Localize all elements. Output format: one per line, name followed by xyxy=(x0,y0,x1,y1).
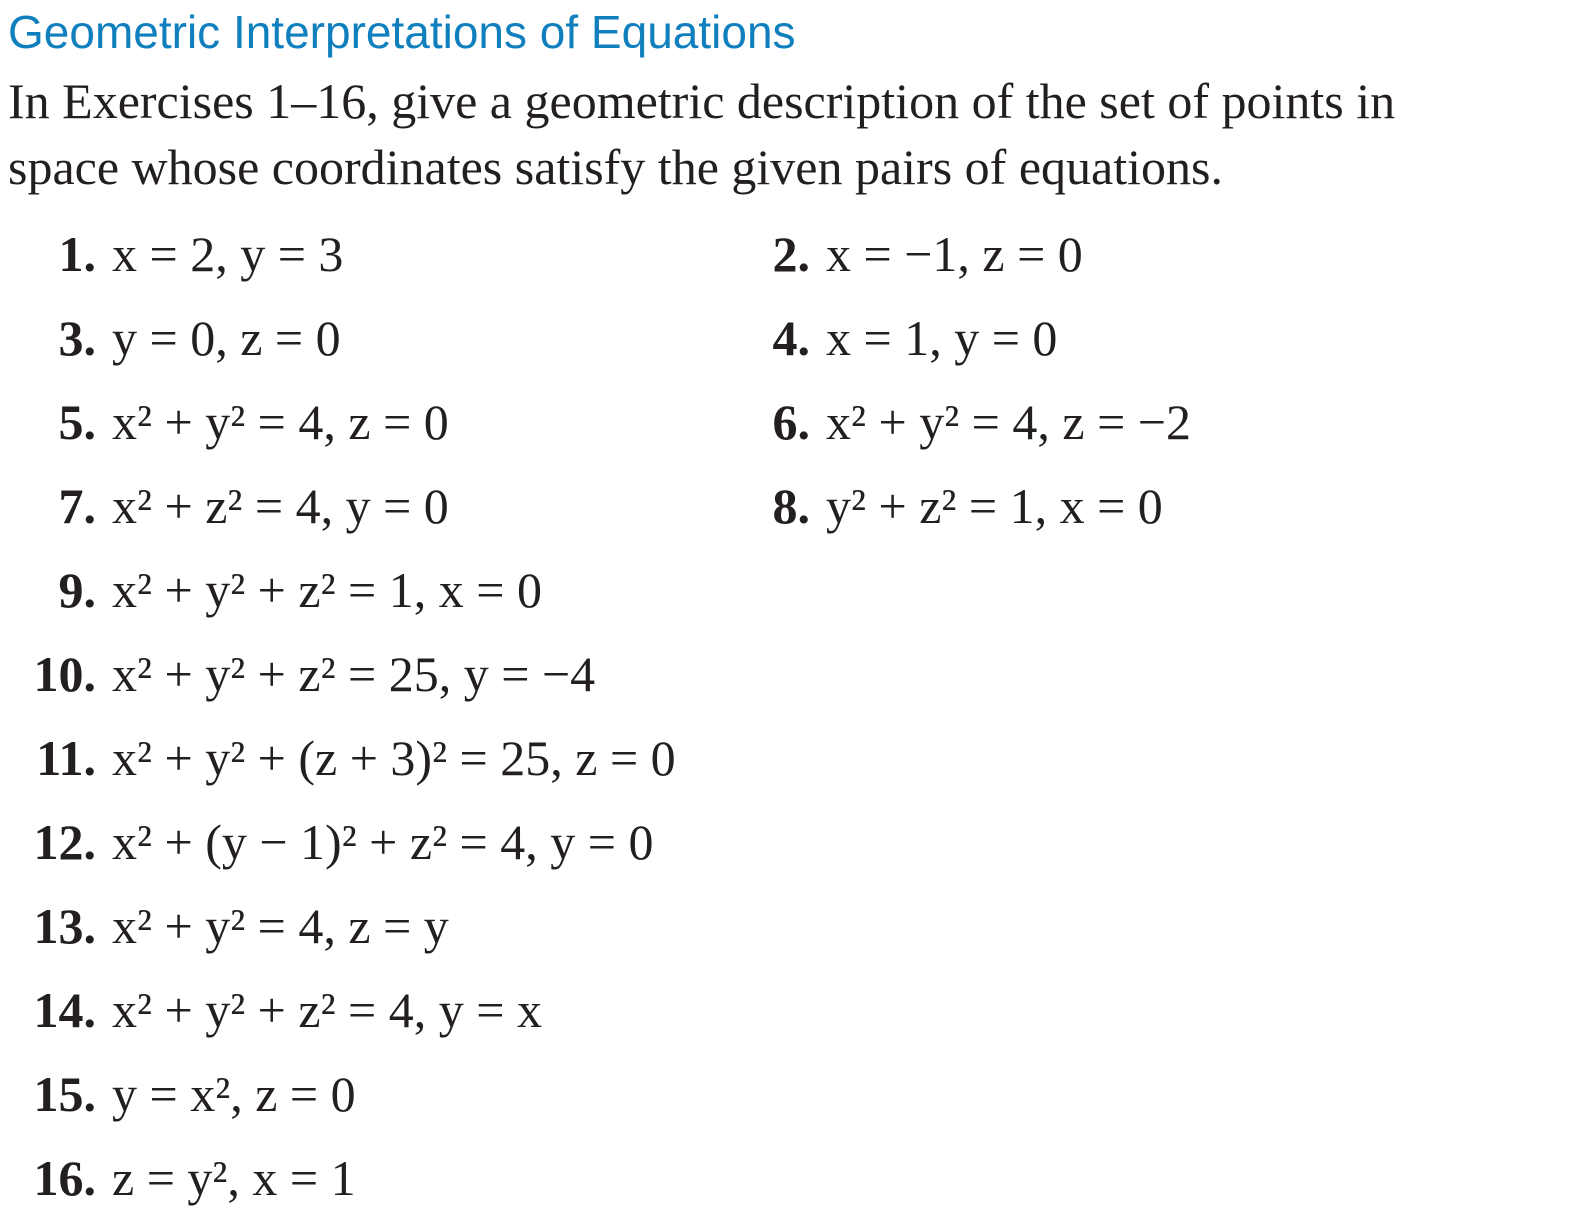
exercise-11 xyxy=(8,728,676,788)
exercise-1 xyxy=(8,224,343,284)
exercise-equation: x² + (y − 1)² + z² = 4, y = 0 xyxy=(112,814,654,870)
exercise-13 xyxy=(8,896,449,956)
exercise-number: 2. xyxy=(772,226,810,282)
exercise-equation: x² + y² + (z + 3)² = 25, z = 0 xyxy=(112,730,676,786)
exercise-equation: x² + y² = 4, z = y xyxy=(112,898,449,954)
exercise-equation: x² + y² + z² = 4, y = x xyxy=(112,982,542,1038)
exercise-equation: y² + z² = 1, x = 0 xyxy=(826,478,1163,534)
exercise-8 xyxy=(752,476,1163,536)
exercise-number: 9. xyxy=(58,562,96,618)
exercise-equation: x² + z² = 4, y = 0 xyxy=(112,478,449,534)
exercise-equation: x² + y² = 4, z = −2 xyxy=(826,394,1191,450)
intro-paragraph xyxy=(8,68,1568,200)
section-heading: Geometric Interpretations of Equations xyxy=(8,6,796,58)
exercise-number: 13. xyxy=(33,898,96,954)
exercise-3 xyxy=(8,308,341,368)
exercise-12 xyxy=(8,812,653,872)
exercise-number: 6. xyxy=(772,394,810,450)
exercise-7 xyxy=(8,476,449,536)
exercise-14 xyxy=(8,980,542,1040)
exercise-15 xyxy=(8,1064,356,1124)
exercise-number: 14. xyxy=(33,982,96,1038)
exercise-equation: y = x², z = 0 xyxy=(112,1066,356,1122)
exercise-equation: z = y², x = 1 xyxy=(112,1150,356,1206)
exercise-equation: x² + y² = 4, z = 0 xyxy=(112,394,449,450)
exercise-number: 12. xyxy=(33,814,96,870)
exercise-9 xyxy=(8,560,542,620)
exercise-number: 11. xyxy=(36,730,96,786)
intro-line-2: space whose coordinates satisfy the given pairs of equations. xyxy=(8,139,1223,195)
exercise-equation: y = 0, z = 0 xyxy=(112,310,341,366)
exercise-number: 1. xyxy=(58,226,96,282)
exercise-4 xyxy=(752,308,1057,368)
intro-line-1: In Exercises 1–16, give a geometric description of the set of points in xyxy=(8,73,1396,129)
exercise-number: 3. xyxy=(58,310,96,366)
exercise-equation: x² + y² + z² = 1, x = 0 xyxy=(112,562,542,618)
exercise-16 xyxy=(8,1148,356,1208)
exercise-equation: x = 1, y = 0 xyxy=(826,310,1058,366)
exercise-number: 15. xyxy=(33,1066,96,1122)
exercise-2 xyxy=(752,224,1083,284)
exercise-number: 7. xyxy=(58,478,96,534)
exercise-5 xyxy=(8,392,449,452)
exercise-10 xyxy=(8,644,595,704)
exercise-equation: x = 2, y = 3 xyxy=(112,226,344,282)
exercise-equation: x² + y² + z² = 25, y = −4 xyxy=(112,646,596,702)
exercise-equation: x = −1, z = 0 xyxy=(826,226,1083,282)
exercise-number: 4. xyxy=(772,310,810,366)
exercise-6 xyxy=(752,392,1191,452)
exercise-number: 10. xyxy=(33,646,96,702)
exercise-number: 5. xyxy=(58,394,96,450)
exercise-number: 16. xyxy=(33,1150,96,1206)
exercise-number: 8. xyxy=(772,478,810,534)
